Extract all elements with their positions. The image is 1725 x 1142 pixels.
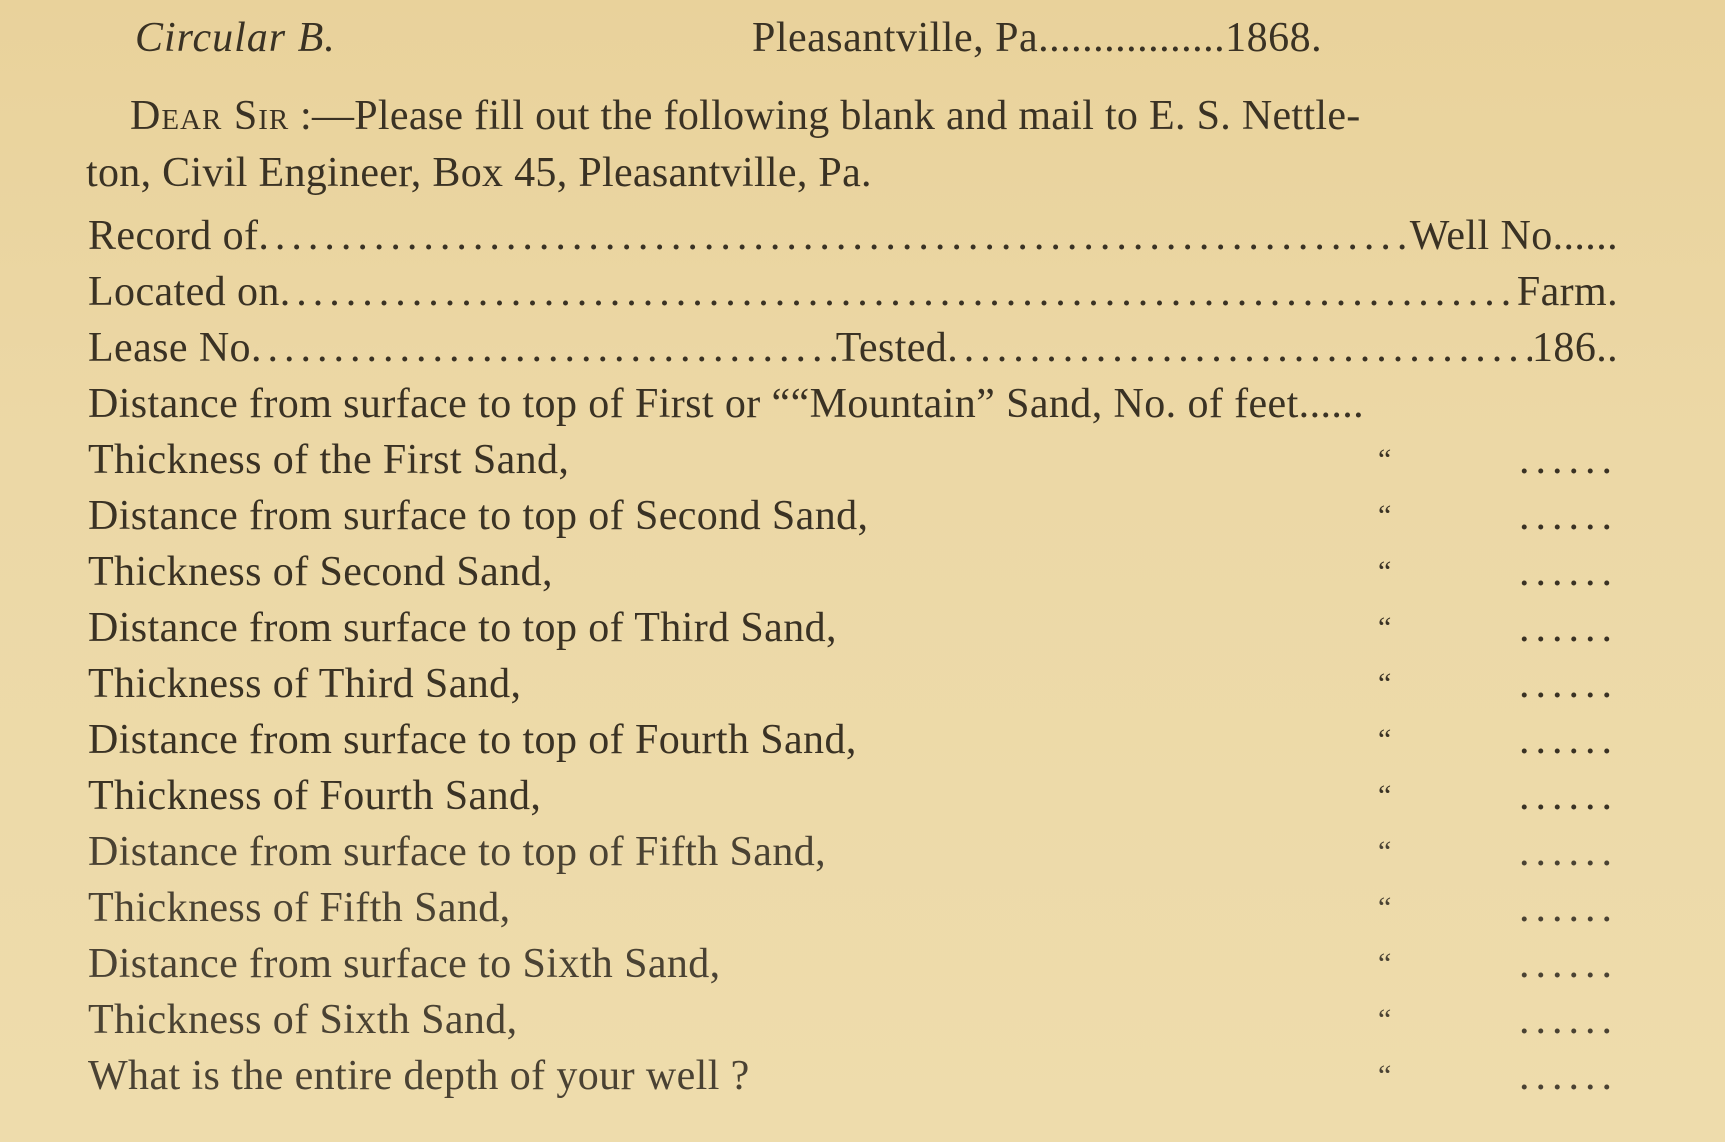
ditto-mark: “ [1378, 443, 1392, 476]
ditto-mark: “ [1378, 835, 1392, 868]
record-of-blank [258, 208, 1409, 264]
ditto-mark: “ [1378, 611, 1392, 644]
ditto-mark: “ [1378, 723, 1392, 756]
answer-blank: ...... [1519, 717, 1618, 763]
first-sand-distance-text: Distance from surface to top of First or ““Mountain” Sand, No. of feet...... [88, 381, 1365, 427]
question-row [88, 432, 1618, 488]
answer-blank: ...... [1519, 661, 1618, 707]
answer-blank: ...... [1519, 1053, 1618, 1099]
question-row [88, 768, 1618, 824]
ditto-mark: “ [1378, 1059, 1392, 1092]
question-text: Distance from surface to top of Third Sand, [88, 605, 837, 651]
question-row [88, 600, 1618, 656]
answer-blank: ...... [1519, 549, 1618, 595]
question-row [88, 1048, 1618, 1104]
question-row [88, 936, 1618, 992]
answer-blank: ...... [1519, 941, 1618, 987]
question-text: Thickness of Sixth Sand, [88, 997, 518, 1043]
question-text: Distance from surface to Sixth Sand, [88, 941, 721, 987]
ditto-mark: “ [1378, 555, 1392, 588]
ditto-mark: “ [1378, 1003, 1392, 1036]
ditto-mark: “ [1378, 499, 1392, 532]
well-no-label: Well No...... [1409, 213, 1618, 259]
ditto-mark: “ [1378, 779, 1392, 812]
well-record-form [88, 208, 1618, 1104]
question-row [88, 824, 1618, 880]
farm-label: Farm. [1516, 269, 1618, 315]
located-on-blank [280, 264, 1517, 320]
question-text: Distance from surface to top of Fifth Sand, [88, 829, 827, 875]
answer-blank: ...... [1519, 605, 1618, 651]
question-row [88, 488, 1618, 544]
question-text: Thickness of the First Sand, [88, 437, 570, 483]
question-text: Distance from surface to top of Fourth Sand, [88, 717, 857, 763]
record-of-label: Record of [88, 213, 259, 259]
located-on-row [88, 264, 1618, 320]
question-text: Thickness of Fourth Sand, [88, 773, 542, 819]
lease-row [88, 320, 1618, 376]
intro-line-1 [86, 88, 1646, 145]
question-text: Thickness of Second Sand, [88, 549, 553, 595]
circular-header [0, 10, 1725, 70]
question-text: What is the entire depth of your well ? [88, 1053, 750, 1099]
year-label: 186.. [1532, 325, 1619, 371]
question-text: Distance from surface to top of Second Sand, [88, 493, 869, 539]
answer-blank: ...... [1519, 437, 1618, 483]
question-row [88, 712, 1618, 768]
question-row [88, 992, 1618, 1048]
answer-blank: ...... [1519, 829, 1618, 875]
ditto-mark: “ [1378, 891, 1392, 924]
first-sand-distance-row [88, 376, 1618, 432]
answer-blank: ...... [1519, 885, 1618, 931]
lease-no-blank [251, 320, 836, 376]
intro-paragraph [86, 88, 1646, 202]
lease-no-label: Lease No [88, 325, 251, 371]
question-row [88, 880, 1618, 936]
question-text: Thickness of Third Sand, [88, 661, 522, 707]
located-on-label: Located on [88, 269, 280, 315]
tested-blank [947, 320, 1532, 376]
place-date: Pleasantville, Pa.................1868. [752, 15, 1323, 61]
answer-blank: ...... [1519, 997, 1618, 1043]
question-row [88, 656, 1618, 712]
question-row [88, 544, 1618, 600]
record-of-row [88, 208, 1618, 264]
tested-label: Tested [835, 325, 948, 371]
intro-line-1-text: :—Please fill out the following blank and mail to E. S. Nettle- [289, 93, 1361, 139]
answer-blank: ...... [1519, 493, 1618, 539]
question-text: Thickness of Fifth Sand, [88, 885, 511, 931]
answer-blank: ...... [1519, 773, 1618, 819]
circular-label: Circular B. [135, 15, 336, 61]
ditto-mark: “ [1378, 947, 1392, 980]
intro-line-2: ton, Civil Engineer, Box 45, Pleasantville, Pa. [86, 150, 872, 196]
question-list [88, 432, 1618, 1104]
ditto-mark: “ [1378, 667, 1392, 700]
salutation: Dear Sir [130, 93, 290, 139]
